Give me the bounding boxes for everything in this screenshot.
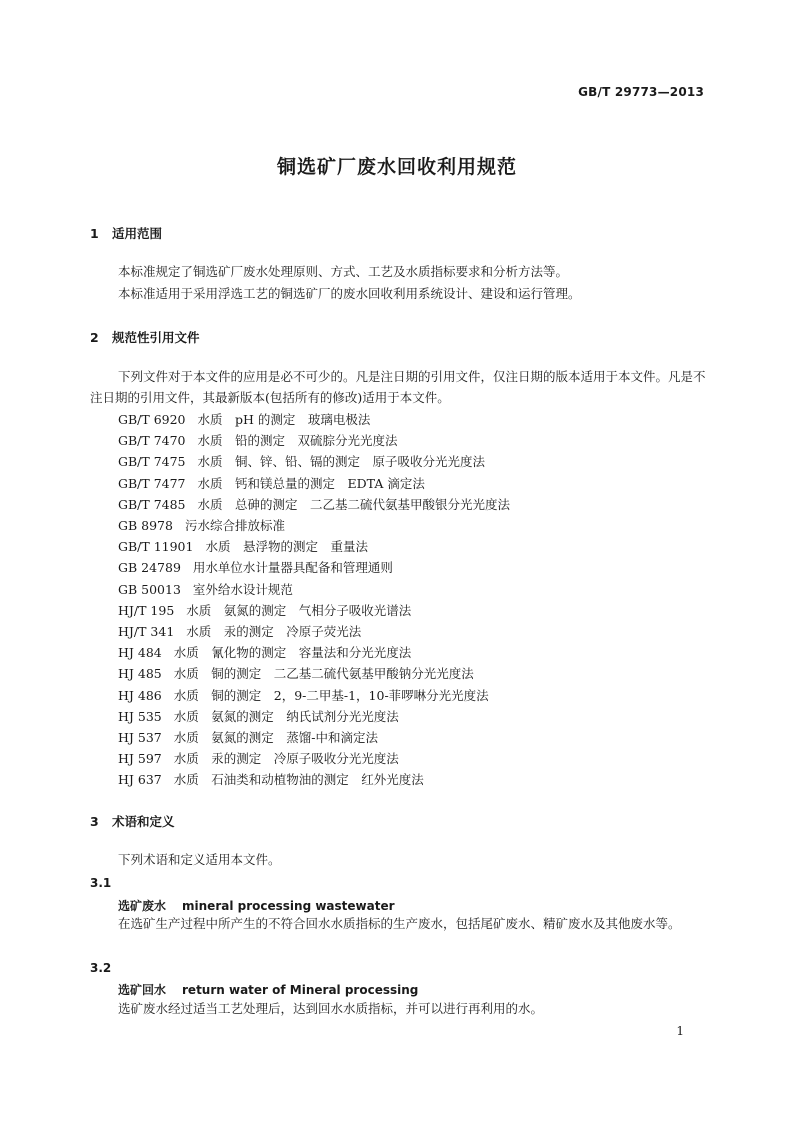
ref-code: HJ 485 [118, 666, 162, 682]
list-item [118, 494, 510, 515]
section-title: 术语和定义 [112, 814, 175, 829]
ref-code: GB 24789 [118, 560, 181, 576]
ref-title: 水质 汞的测定 冷原子荧光法 [186, 624, 362, 640]
section-3-heading [90, 812, 175, 830]
term-heading [118, 897, 395, 914]
paragraph: 本标准规定了铜选矿厂废水处理原则、方式、工艺及水质指标要求和分析方法等。 [118, 264, 569, 279]
section-title: 规范性引用文件 [112, 330, 200, 345]
ref-title: 水质 铜的测定 二乙基二硫代氨基甲酸钠分光光度法 [173, 666, 474, 682]
ref-title: 水质 pH 的测定 玻璃电极法 [197, 412, 371, 427]
ref-title: 水质 铜的测定 2，9-二甲基-1，10-菲啰啉分光光度法 [173, 687, 489, 703]
ref-code: GB 8978 [118, 518, 173, 534]
ref-title: 污水综合排放标准 [184, 518, 285, 534]
term-en: mineral processing wastewater [182, 899, 395, 913]
list-item [118, 642, 510, 663]
list-item [118, 536, 510, 557]
term-cn: 选矿废水 [118, 899, 167, 913]
ref-title: 水质 钙和镁总量的测定 EDTA 滴定法 [197, 475, 425, 491]
ref-title: 水质 氰化物的测定 容量法和分光光度法 [173, 645, 412, 661]
ref-title: 水质 悬浮物的测定 重量法 [205, 539, 368, 555]
ref-title: 水质 氨氮的测定 蒸馏-中和滴定法 [173, 730, 378, 746]
list-item [118, 600, 510, 621]
term-heading [118, 981, 418, 998]
ref-code: HJ 597 [118, 751, 162, 767]
ref-code: GB 50013 [118, 581, 181, 597]
list-item [118, 557, 510, 578]
ref-code: HJ 486 [118, 687, 162, 703]
term-number: 3.1 [90, 876, 112, 890]
list-item [118, 515, 510, 536]
list-item [118, 748, 510, 769]
section-1-heading [90, 224, 162, 242]
ref-title: 水质 氨氮的测定 气相分子吸收光谱法 [186, 602, 412, 618]
section-number: 1 [90, 226, 99, 241]
ref-title: 水质 铜、锌、铅、镉的测定 原子吸收分光光度法 [197, 454, 486, 470]
ref-title: 水质 铅的测定 双硫腙分光光度法 [197, 433, 398, 449]
list-item [118, 663, 510, 684]
list-item [118, 409, 510, 430]
ref-code: GB/T 11901 [118, 539, 194, 555]
ref-title: 水质 氨氮的测定 纳氏试剂分光光度法 [173, 708, 399, 724]
ref-code: GB/T 7485 [118, 496, 186, 512]
ref-code: HJ/T 195 [118, 602, 175, 618]
ref-code: GB/T 7470 [118, 433, 186, 449]
ref-code: GB/T 7475 [118, 454, 186, 470]
term-en: return water of Mineral processing [182, 983, 419, 997]
ref-title: 水质 汞的测定 冷原子吸收分光光度法 [173, 751, 399, 767]
page-number: 1 [676, 1024, 684, 1038]
ref-code: HJ/T 341 [118, 624, 175, 640]
list-item [118, 473, 510, 494]
reference-list [118, 409, 510, 791]
list-item [118, 727, 510, 748]
list-item [118, 451, 510, 472]
page-title: 铜选矿厂废水回收利用规范 [276, 156, 517, 178]
list-item [118, 579, 510, 600]
ref-code: GB/T 7477 [118, 475, 186, 491]
section-title: 适用范围 [112, 226, 163, 241]
term-definition: 在选矿生产过程中所产生的不符合回水水质指标的生产废水，包括尾矿废水、精矿废水及其他废水等。 [118, 916, 681, 931]
list-item [118, 706, 510, 727]
ref-title: 水质 总砷的测定 二乙基二硫代氨基甲酸银分光光度法 [197, 496, 511, 512]
list-item [118, 621, 510, 642]
paragraph: 下列文件对于本文件的应用是必不可少的。凡是注日期的引用文件，仅注日期的版本适用于本文件。凡是不注日期的引用文件，其最新版本(包括所有的修改)适用于本文件。 [90, 369, 706, 405]
ref-code: GB/T 6920 [118, 412, 186, 427]
ref-title: 用水单位水计量器具配备和管理通则 [192, 560, 393, 576]
ref-title: 室外给水设计规范 [192, 581, 293, 597]
list-item [118, 430, 510, 451]
term-cn: 选矿回水 [118, 983, 167, 997]
ref-code: HJ 484 [118, 645, 162, 661]
standard-code: GB/T 29773—2013 [578, 85, 704, 99]
section-number: 3 [90, 814, 99, 829]
list-item [118, 685, 510, 706]
list-item [118, 769, 510, 790]
ref-code: HJ 535 [118, 708, 162, 724]
term-number: 3.2 [90, 961, 112, 975]
section-number: 2 [90, 330, 99, 345]
paragraph: 本标准适用于采用浮选工艺的铜选矿厂的废水回收利用系统设计、建设和运行管理。 [118, 286, 581, 301]
ref-title: 水质 石油类和动植物油的测定 红外光度法 [173, 772, 424, 788]
ref-code: HJ 637 [118, 772, 162, 788]
paragraph: 下列术语和定义适用本文件。 [118, 852, 281, 867]
ref-code: HJ 537 [118, 730, 162, 746]
term-definition: 选矿废水经过适当工艺处理后，达到回水水质指标，并可以进行再利用的水。 [118, 1001, 544, 1016]
section-2-heading [90, 328, 200, 346]
